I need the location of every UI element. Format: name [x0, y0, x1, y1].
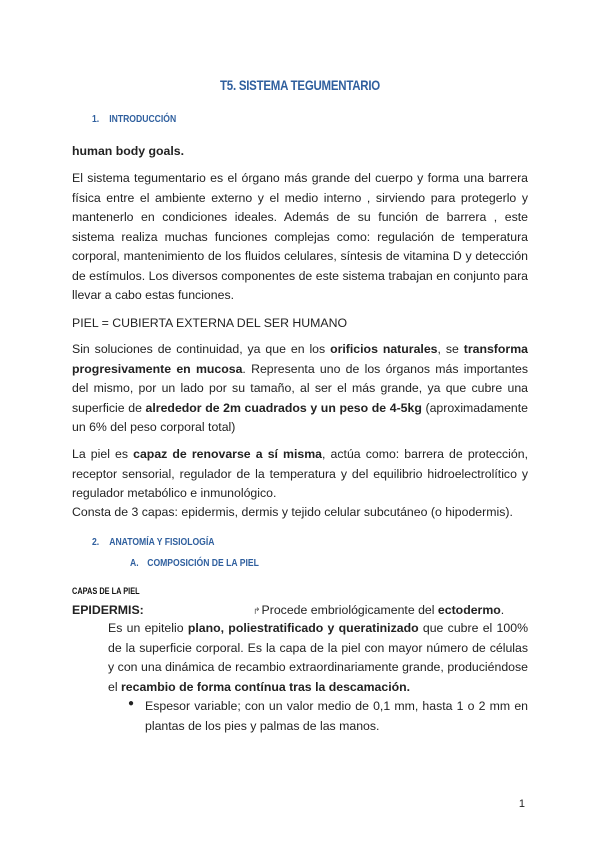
arrow-icon: ↱	[253, 606, 261, 616]
skin-layers-heading: CAPAS DE LA PIEL	[72, 586, 140, 596]
layers-line: Consta de 3 capas: epidermis, dermis y tejido celular subcutáneo (o hipodermis).	[72, 505, 513, 519]
bullet-text: Espesor variable; con un valor medio de 0,1 mm, hasta 1 o 2 mm en plantas de los pies y palmas de las manos.	[145, 699, 528, 733]
epidermis-label: EPIDERMIS:	[72, 603, 144, 617]
renewal-paragraph: La piel es capaz de renovarse a sí misma, actúa como: barrera de protección, receptor sensorial, regulador de la temperatura y del equilibrio hidroelectrolítico y regulador metabólico e inmunológico.	[72, 447, 528, 500]
section-heading-introduccion	[92, 113, 176, 125]
subsection-letter: A.	[130, 557, 139, 569]
page-number: 1	[518, 798, 525, 810]
bullet-icon: ●	[128, 698, 135, 709]
intro-tagline: human body goals.	[72, 144, 185, 158]
page-title: T5. SISTEMA TEGUMENTARIO	[220, 77, 380, 93]
skin-definition: PIEL = CUBIERTA EXTERNA DEL SER HUMANO	[72, 316, 348, 330]
section-number: 1.	[92, 113, 100, 125]
continuity-paragraph: Sin soluciones de continuidad, ya que en los orificios naturales, se transforma progresivamente en mucosa. Representa uno de los órganos más importantes del mismo, por un lado por su tamaño, al ser el más grande, ya que cubre una superficie de alrededor de 2m cuadrados y un peso de 4-5kg (aproximadamente un 6% del peso corporal total)	[72, 342, 528, 434]
section-heading-anatomia	[92, 536, 214, 548]
section-label: ANATOMÍA Y FISIOLOGÍA	[109, 536, 215, 548]
subsection-label: COMPOSICIÓN DE LA PIEL	[147, 557, 259, 569]
epidermis-origin: ↱Procede embriológicamente del ectodermo.	[253, 603, 505, 617]
intro-paragraph: El sistema tegumentario es el órgano más grande del cuerpo y forma una barrera física entre el ambiente externo y el medio interno , sirviendo para protegerlo y mantenerlo en condiciones ideales. Además de su función de barrera , este sistema realiza muchas funciones complejas como: regulación de temperatura corporal, mantenimiento de los fluidos celulares, síntesis de vitamina D y detección de estímulos. Los diversos componentes de este sistema trabajan en conjunto para llevar a cabo estas funciones.	[72, 171, 528, 302]
epidermis-description: Es un epitelio plano, poliestratificado y queratinizado que cubre el 100% de la superficie corporal. Es la capa de la piel con mayor número de células y con una dinámica de recambio extraordinariamente grande, produciéndose el recambio de forma contínua tras la descamación.	[108, 621, 528, 694]
section-label: INTRODUCCIÓN	[109, 113, 177, 125]
subsection-heading-composicion	[130, 557, 259, 569]
section-number: 2.	[92, 536, 100, 548]
